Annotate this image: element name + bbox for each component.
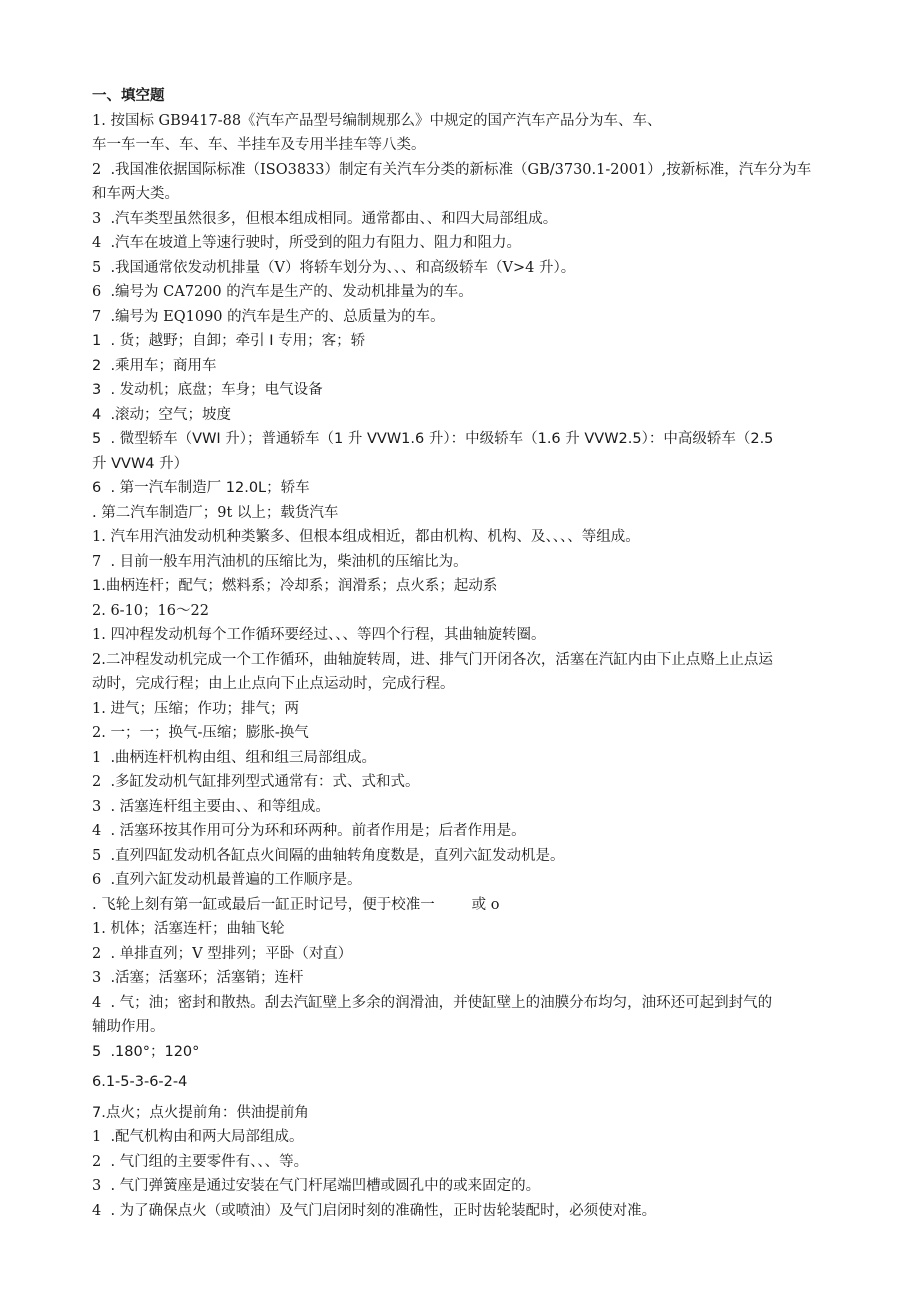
text-line: 4 . 气；油；密封和散热。刮去汽缸壁上多余的润滑油，并使缸壁上的油膜分布均匀，油环还可起到封气的	[92, 994, 773, 1011]
text-line: 4 . 活塞环按其作用可分为环和环两种。前者作用是；后者作用是。	[92, 823, 526, 839]
text-line: 升 VVW4 升）	[92, 455, 189, 472]
text-line: 2 .我国准依据国际标准（ISO3833）制定有关汽车分类的新标准（GB/3730.1-2001）,按新标准，汽车分为车	[92, 161, 812, 178]
text-line: 1 . 货；越野；自卸；牵引 I 专用；客；轿	[92, 333, 366, 349]
text-line: 3 .活塞；活塞环；活塞销；连杆	[92, 970, 304, 986]
section-heading: 一、填空题	[92, 88, 165, 104]
text-line: 2. 6-10；16～22	[92, 602, 209, 619]
text-line: 6 .编号为 CA7200 的汽车是生产的、发动机排量为的车。	[92, 284, 473, 300]
text-line: 7 .编号为 EQ1090 的汽车是生产的、总质量为的车。	[92, 308, 445, 325]
text-line: 7.点火；点火提前角：供油提前角	[92, 1104, 309, 1121]
text-line: 1. 按国标 GB9417-88《汽车产品型号编制规那么》中规定的国产汽车产品分为车、车、	[92, 112, 662, 129]
text-line: 3 .汽车类型虽然很多，但根本组成相同。通常都由、、和四大局部组成。	[92, 210, 558, 227]
text-line: 7 . 目前一般车用汽油机的压缩比为，柴油机的压缩比为。	[92, 553, 468, 570]
text-line: 4 . 为了确保点火（或喷油）及气门启闭时刻的准确性，正时齿轮装配时，必须使对准。	[92, 1202, 657, 1219]
text-line: 1. 进气；压缩；作功；排气；两	[92, 700, 299, 717]
text-line: 1. 机体；活塞连杆；曲轴飞轮	[92, 921, 285, 937]
text-line: 3 . 气门弹簧座是通过安装在气门杆尾端凹槽或圆孔中的或来固定的。	[92, 1178, 541, 1194]
text-line: 1. 四冲程发动机每个工作循环要经过、、、等四个行程，其曲轴旋转圈。	[92, 627, 546, 643]
text-line: 3 . 发动机；底盘；车身；电气设备	[92, 382, 323, 398]
text-line: 2 .乘用车；商用车	[92, 357, 217, 374]
text-line: 5 .180°；120°	[92, 1043, 200, 1060]
text-line: 4 .汽车在坡道上等速行驶时，所受到的阻力有阻力、阻力和阻力。	[92, 235, 522, 251]
text-line: 和车两大类。	[92, 186, 179, 202]
text-line: 4 .滚动；空气；坡度	[92, 406, 232, 423]
text-line: . 飞轮上刻有第一缸或最后一缸正时记号，便于校准一 或 o	[92, 896, 500, 913]
text-line: 2.二冲程发动机完成一个工作循环，曲轴旋转周，进、排气门开闭各次，活塞在汽缸内由下止点赂上止点运	[92, 651, 773, 668]
text-line: 动时，完成行程；由上止点向下止点运动时，完成行程。	[92, 676, 455, 692]
text-line: 1 .配气机构由和两大局部组成。	[92, 1129, 304, 1145]
text-line: 6 .直列六缸发动机最普遍的工作顺序是。	[92, 872, 362, 888]
text-line: 车一车一车、车、车、半挂车及专用半挂车等八类。	[92, 137, 426, 153]
text-line: 1. 汽车用汽油发动机种类繁多、但根本组成相近，都由机构、机构、及、、、、等组成。	[92, 529, 640, 545]
text-line: 5 . 微型轿车（VWI 升）；普通轿车（1 升 VVW1.6 升）：中级轿车（1.6 升 VVW2.5）：中高级轿车（2.5	[92, 431, 774, 447]
document-body	[92, 109, 828, 1224]
text-line: 2 .多缸发动机气缸排列型式通常有：式、式和式。	[92, 774, 420, 790]
text-line: 6.1-5-3-6-2-4	[92, 1074, 188, 1090]
text-line: 3 . 活塞连杆组主要由、、和等组成。	[92, 798, 330, 815]
text-line: 5 .我国通常依发动机排量（V）将轿车划分为、、、和高级轿车（V>4 升）。	[92, 259, 576, 276]
text-line: 6 . 第一汽车制造厂 12.0L；轿车	[92, 480, 310, 496]
text-line: 1 .曲柄连杆机构由组、组和组三局部组成。	[92, 749, 377, 766]
text-line: 1.曲柄连杆；配气；燃料系；冷却系；润滑系；点火系；起动系	[92, 578, 498, 594]
text-line: . 第二汽车制造厂；9t 以上；载货汽车	[92, 504, 339, 521]
text-line: 5 .直列四缸发动机各缸点火间隔的曲轴转角度数是，直列六缸发动机是。	[92, 847, 565, 864]
text-line: 辅助作用。	[92, 1019, 165, 1035]
text-line: 2. 一；一；换气-压缩；膨胀-换气	[92, 725, 309, 741]
text-line: 2 . 气门组的主要零件有、、、等。	[92, 1153, 309, 1170]
text-line: 2 . 单排直列；V 型排列；平卧（对直）	[92, 945, 353, 962]
